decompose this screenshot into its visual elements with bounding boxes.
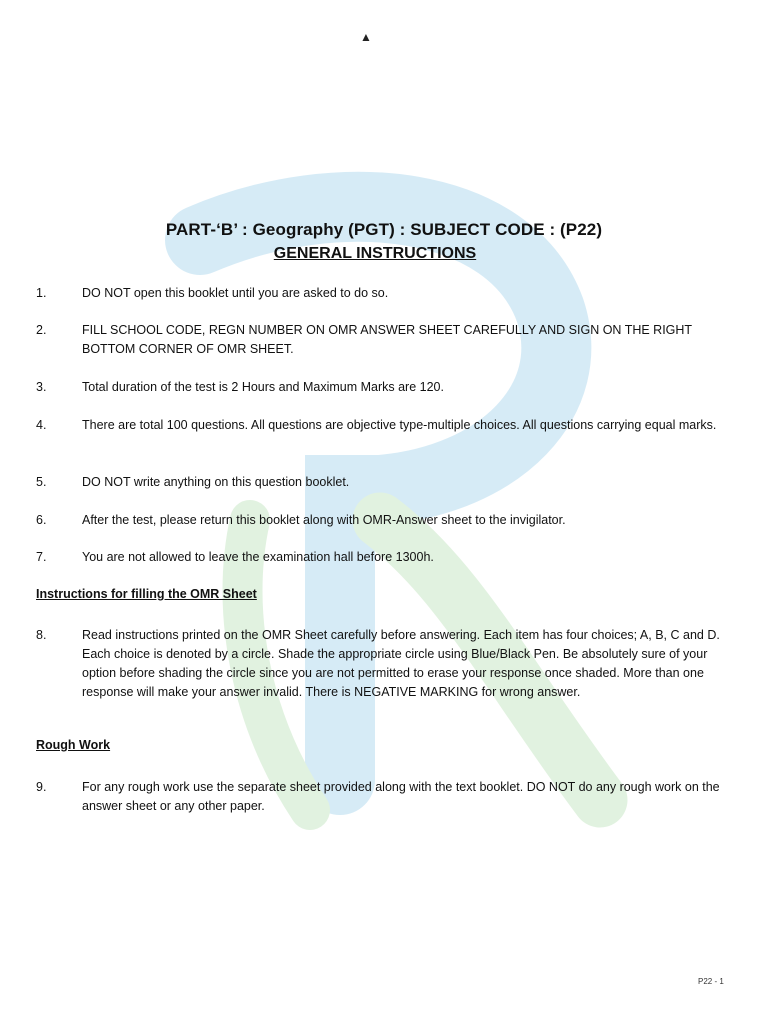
item-text: You are not allowed to leave the examination hall before 1300h. xyxy=(82,550,434,564)
instruction-item xyxy=(36,548,726,567)
top-mark: ▲ xyxy=(360,30,372,44)
watermark-logo xyxy=(80,160,720,860)
item-number: 3. xyxy=(36,380,47,394)
instruction-item xyxy=(36,378,726,397)
instruction-item xyxy=(36,416,726,435)
item-text: Read instructions printed on the OMR Sheet carefully before answering. Each item has four choices; A, B, C and D. Each choice is denoted by a circle. Shade the appropriate circle using Blue/Black Pen. Be absolutely sure of your option before shading the circle since you are not permitted to erase your response once shaded. More than one response will make your answer invalid. There is NEGATIVE MARKING for wrong answer. xyxy=(82,628,720,699)
item-text: For any rough work use the separate sheet provided along with the text booklet. DO NOT do any rough work on the answer sheet or any other paper. xyxy=(82,780,720,813)
item-text: Total duration of the test is 2 Hours and Maximum Marks are 120. xyxy=(82,380,444,394)
item-number: 1. xyxy=(36,286,47,300)
item-number: 4. xyxy=(36,418,47,432)
page-title: PART-‘B’ : Geography (PGT) : SUBJECT CODE : (P22) xyxy=(165,220,603,239)
instruction-item xyxy=(36,473,726,492)
item-number: 5. xyxy=(36,475,47,489)
item-number: 7. xyxy=(36,550,47,564)
instruction-item xyxy=(36,626,726,702)
instruction-item xyxy=(36,778,726,816)
item-number: 9. xyxy=(36,780,47,794)
item-number: 2. xyxy=(36,323,47,337)
item-number: 8. xyxy=(36,628,47,642)
instruction-item xyxy=(36,321,726,359)
item-text: DO NOT open this booklet until you are asked to do so. xyxy=(82,286,389,300)
rough-work-heading: Rough Work xyxy=(36,738,111,752)
item-text: FILL SCHOOL CODE, REGN NUMBER ON OMR ANSWER SHEET CAREFULLY AND SIGN ON THE RIGHT BOTTOM CORNER OF OMR SHEET. xyxy=(82,323,692,356)
instruction-item xyxy=(36,511,726,530)
item-text: After the test, please return this booklet along with OMR-Answer sheet to the invigilator. xyxy=(82,513,566,527)
item-text: There are total 100 questions. All questions are objective type-multiple choices. All questions carrying equal marks. xyxy=(82,418,717,432)
omr-section-heading: Instructions for filling the OMR Sheet xyxy=(36,587,257,601)
page-footer-code: P22 - 1 xyxy=(698,977,724,986)
item-number: 6. xyxy=(36,513,47,527)
item-text: DO NOT write anything on this question booklet. xyxy=(82,475,350,489)
instruction-item xyxy=(36,284,726,303)
page-subtitle: GENERAL INSTRUCTIONS xyxy=(273,245,477,262)
